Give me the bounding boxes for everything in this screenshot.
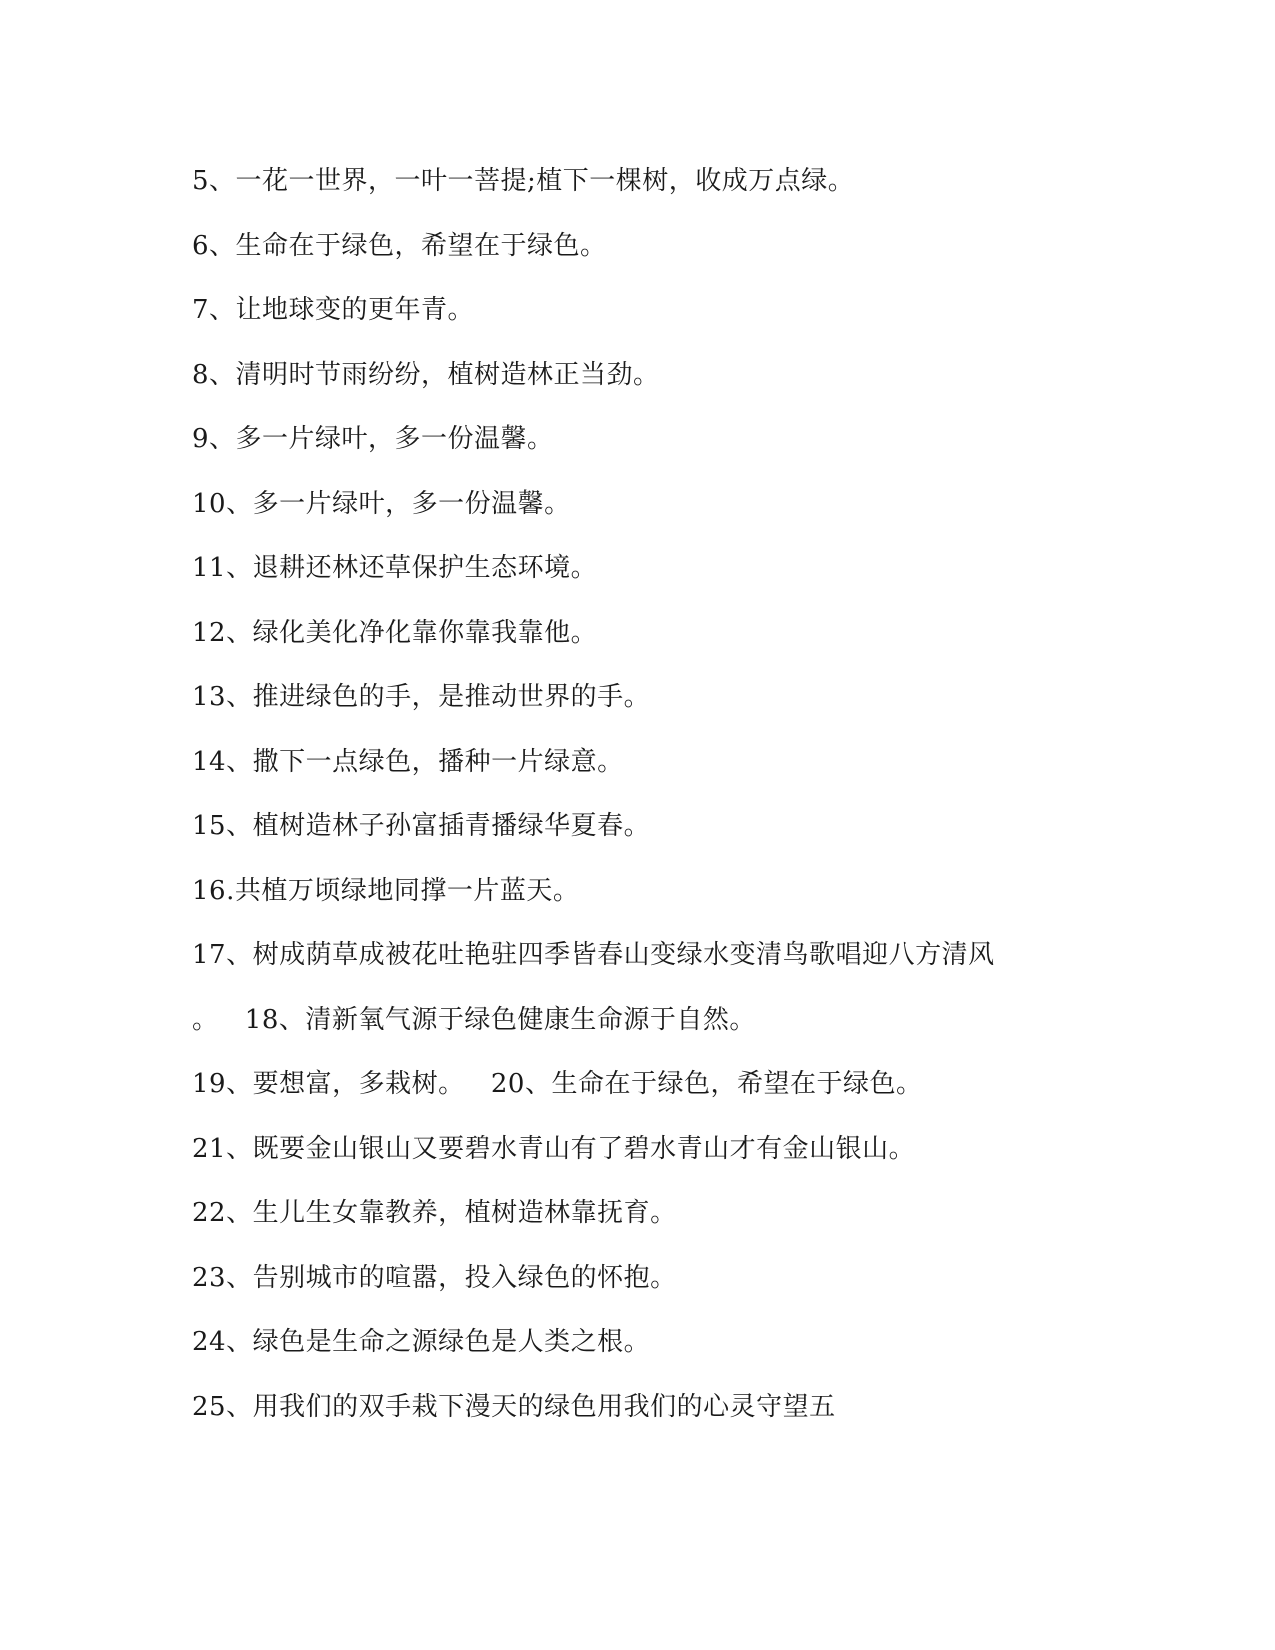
slogan-line: 12、绿化美化净化靠你靠我靠他。: [192, 617, 598, 648]
slogan-line: 21、既要金山银山又要碧水青山有了碧水青山才有金山银山。: [192, 1133, 916, 1164]
slogan-line: 16.共植万顷绿地同撑一片蓝天。: [192, 875, 580, 906]
slogan-line: 10、多一片绿叶，多一份温馨。: [192, 488, 571, 519]
slogan-line: 6、生命在于绿色，希望在于绿色。: [192, 230, 607, 261]
slogan-line: 15、植树造林子孙富插青播绿华夏春。: [192, 811, 651, 841]
slogan-line: 23、告别城市的喧嚣，投入绿色的怀抱。: [192, 1262, 677, 1293]
slogan-line: 7、让地球变的更年青。: [192, 295, 475, 325]
slogan-line: 13、推进绿色的手，是推动世界的手。: [192, 682, 651, 712]
slogan-line: 22、生儿生女靠教养，植树造林靠抚育。: [192, 1198, 677, 1228]
slogan-line: 19、要想富，多栽树。 20、生命在于绿色，希望在于绿色。: [192, 1069, 923, 1099]
slogan-list: [192, 166, 1092, 1456]
slogan-line: 9、多一片绿叶，多一份温馨。: [192, 424, 554, 454]
slogan-line: 。 18、清新氧气源于绿色健康生命源于自然。: [192, 1004, 756, 1035]
slogan-line: 14、撒下一点绿色，播种一片绿意。: [192, 746, 624, 777]
slogan-line: 17、树成荫草成被花吐艳驻四季皆春山变绿水变清鸟歌唱迎八方清风: [192, 940, 995, 970]
slogan-line: 24、绿色是生命之源绿色是人类之根。: [192, 1327, 651, 1357]
slogan-line: 5、一花一世界，一叶一菩提;植下一棵树，收成万点绿。: [192, 166, 855, 196]
slogan-line: 25、用我们的双手栽下漫天的绿色用我们的心灵守望五: [192, 1391, 836, 1422]
slogan-line: 11、退耕还林还草保护生态环境。: [192, 553, 598, 583]
slogan-line: 8、清明时节雨纷纷，植树造林正当劲。: [192, 359, 660, 390]
